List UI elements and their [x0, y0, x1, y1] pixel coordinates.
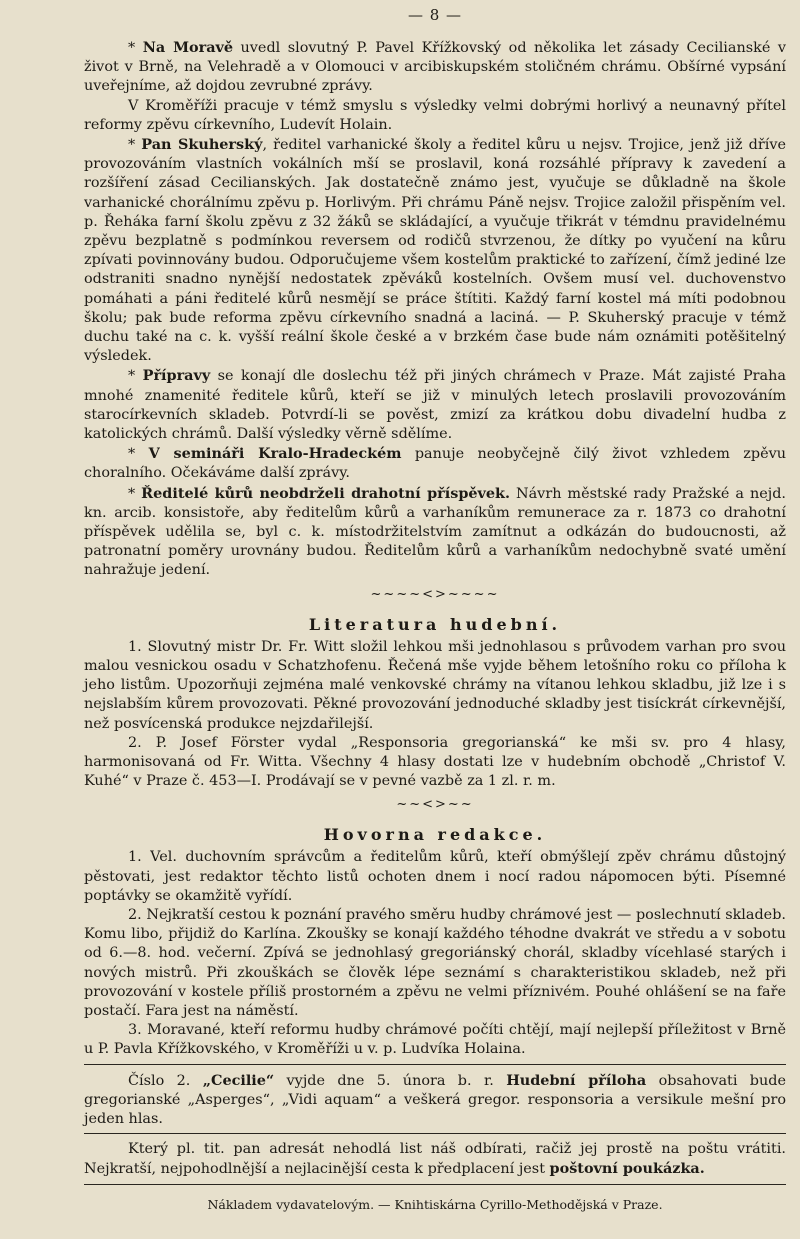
- news-paragraph-3: [84, 135, 786, 366]
- news-lead-1: Na Moravě: [142, 39, 234, 56]
- literature-item-1: 1. Slovutný mistr Dr. Fr. Witt složil lehkou mši jednohlasou s průvodem varhan pro svou malou vesnickou osadu v Schatzhofenu. Řečená mše vyjde během letošního roku co příloha k jeho listům. Upozorňuji zejména malé venkovské chrámy na vítanou lehkou skladbu, již lze i s nejslabším kůrem provozovati. Pěkné provozování jednoduché skladby jest tisíckrát církevnější, než posvícenská produkce nejzdařilejší.: [84, 638, 786, 732]
- news-text-2: V Kroměříži pracuje v témž smyslu s výsledky velmi dobrými horlivý a neunavný přítel reformy zpěvu církevního, Ludevít Holain.: [84, 97, 786, 133]
- news-text-6: Návrh městské rady Pražské a nejd. kn. arcib. konsistoře, aby ředitelům kůrů a varhaníkům remunerace za r. 1873 co drahotní příspěvek udělila se, byl c. k. místodržitelstvím zamítnut a odkázán do budoucnosti, až patronatní poměry urovnány budou. Ředitelům kůrů a varhaníkům nedochybně svaté umění nahražuje jedení.: [84, 485, 786, 579]
- news-text-1: uvedl slovutný P. Pavel Křížkovský od několika let zásady Cecilianské v život v Brně, na Velehradě a v Olomouci v arcibiskupském stoličném chrámu. Obšírné vypsání uveřejníme, až dojdou zevrubné zprávy.: [84, 40, 786, 95]
- divider-rule-3: [84, 1184, 786, 1185]
- editorial-item-3: 3. Moravané, kteří reformu hudby chrámové počíti chtějí, mají nejlepší příležitost v Brně u P. Pavla Křížkovského, v Kroměříži u v. p. Ludvíka Holaina.: [84, 1022, 786, 1058]
- ornament-divider-2: ~~<>~~: [396, 797, 474, 813]
- notice-title: „Cecilie“: [202, 1071, 275, 1089]
- ornament-divider: ~~~~<>~~~~: [370, 586, 500, 602]
- editorial-heading: Hovorna redakce.: [323, 825, 547, 845]
- notice-text: vyjde dne 5. února b. r.: [274, 1072, 507, 1089]
- divider-rule: [84, 1064, 786, 1065]
- notice-text: obsahovati bude gregorianské „Asperges“, „Vidi aquam“ a veškerá gregor. responsoria a versikule mešní pro jeden hlas.: [84, 1072, 787, 1127]
- asterisk: *: [128, 137, 142, 154]
- editorial-item-1: 1. Vel. duchovním správcům a ředitelům kůrů, kteří obmýšlejí zpěv chrámu důstojný pěstovati, jest redaktor těchto listů ochoten dnem i nocí radou nápomocen býti. Písemné poptávky se okamžitě vyřídí.: [84, 849, 786, 904]
- news-paragraph-6: [84, 484, 786, 581]
- news-text-3: , ředitel varhanické školy a ředitel kůru u nejsv. Trojice, jenž již dříve provozováním vlastních vokálních mší se proslavil, koná rozsáhlé přípravy k zavedení a rozšíření zásad Cecilianských. Jak dostatečně známo jest, vyučuje se důkladně na škole varhanické chorálnímu zpěvu p. Horlivým. Při chrámu Páně nejsv. Trojice založil přispěním vel. p. Řeháka farní školu zpěvu z 32 žáků se skládající, a vyučuje třikrát v témdnu pravidelnému zpěvu bezplatně s podmínkou reversem od rodičů stvrzenou, že dítky po vyučení na kůru zpívati povinnovány budou. Odporučujeme všem kostelům praktické to zařízení, čímž jediné lze odstraniti snadno nynější nedostatek zpěváků kostelních. Ovšem musí vel. duchovenstvo pomáhati a páni ředitelé kůrů nesmějí se práce štítiti. Každý farní kostel má míti podobnou školu; pak bude reforma zpěvu církevního snadná a laciná. — P. Skuherský pracuje v témž duchu také na c. k. vyšší reální škole české a v brzkém čase bude nám oznámiti potěšitelný výsledek.: [84, 137, 786, 365]
- asterisk: *: [128, 485, 142, 502]
- asterisk: *: [128, 40, 143, 56]
- notice-text: Číslo 2.: [128, 1072, 203, 1089]
- notice-bold: Hudební příloha: [506, 1071, 647, 1089]
- news-lead-6: Ředitelé kůrů neobdrželi drahotní příspěvek.: [141, 484, 511, 502]
- news-text-4: se konají dle doslechu též při jiných chrámech v Praze. Mát zajisté Praha mnohé znamenité ředitele kůrů, kteří se již v minulých letech proslavili provozováním starocírkevních skladeb. Potvrdí-li se pověst, zmizí za krátkou dobu divadelní hudba z katolických chrámů. Další výsledky věrně sdělíme.: [84, 368, 786, 443]
- asterisk: *: [128, 368, 143, 385]
- notice-cecilie: [84, 1071, 786, 1130]
- news-lead-4: Přípravy: [142, 367, 211, 385]
- news-lead-5: V semináři Kralo-Hradeckém: [148, 445, 402, 463]
- notice-bold: poštovní poukázka.: [549, 1160, 705, 1178]
- notice-return: [84, 1140, 786, 1179]
- literature-heading: Literatura hudební.: [308, 614, 562, 634]
- asterisk: *: [128, 446, 149, 463]
- editorial-item-2: 2. Nejkratší cestou k poznání pravého směru hudby chrámové jest — poslechnutí skladeb. Komu libo, přijdiž do Karlína. Zkoušky se konají každého téhodne dvakrát ve středu a v sobotu od 6.—8. hod. večerní. Zpívá se jednohlasý gregoriánský chorál, skladby vícehlasé starých i nových mistrů. Při zkouškách se člověk lépe seznámí s charakteristikou skladeb, než při provozování v kostele příliš prostorném a zpěvu ne velmi příznivém. Pouhé ohlášení se na faře postačí. Fara jest na náměstí.: [84, 906, 786, 1019]
- news-paragraph-5: [84, 444, 786, 483]
- notice-text: Který pl. tit. pan adresát nehodlá list náš odbírati, račiž jej prostě na poštu vrátiti. Nejkratší, nejpohodlnější a nejlacinější cesta k předplacení jest: [84, 1141, 786, 1178]
- news-lead-3: Pan Skuherský: [141, 136, 263, 154]
- literature-item-2: 2. P. Josef Förster vydal „Responsoria gregorianská“ ke mši sv. pro 4 hlasy, harmonisovaná od Fr. Witta. Všechny 4 hlasy dostati lze v hudebním obchodě „Christof V. Kuhé“ v Praze č. 453—I. Prodávají se v pevné vazbě za 1 zl. r. m.: [84, 734, 786, 790]
- news-paragraph-1: [84, 38, 786, 97]
- news-paragraph-4: [84, 366, 786, 444]
- page-number: — 8 —: [407, 6, 463, 24]
- divider-rule-2: [84, 1133, 786, 1134]
- publisher-footer: Nákladem vydavatelovým. — Knihtiskárna Cyrillo-Methodějská v Praze.: [207, 1196, 663, 1212]
- news-paragraph-2: [84, 97, 786, 135]
- news-text-5: panuje neobyčejně čilý život vzhledem zpěvu choralního. Očekáváme další zprávy.: [84, 446, 786, 482]
